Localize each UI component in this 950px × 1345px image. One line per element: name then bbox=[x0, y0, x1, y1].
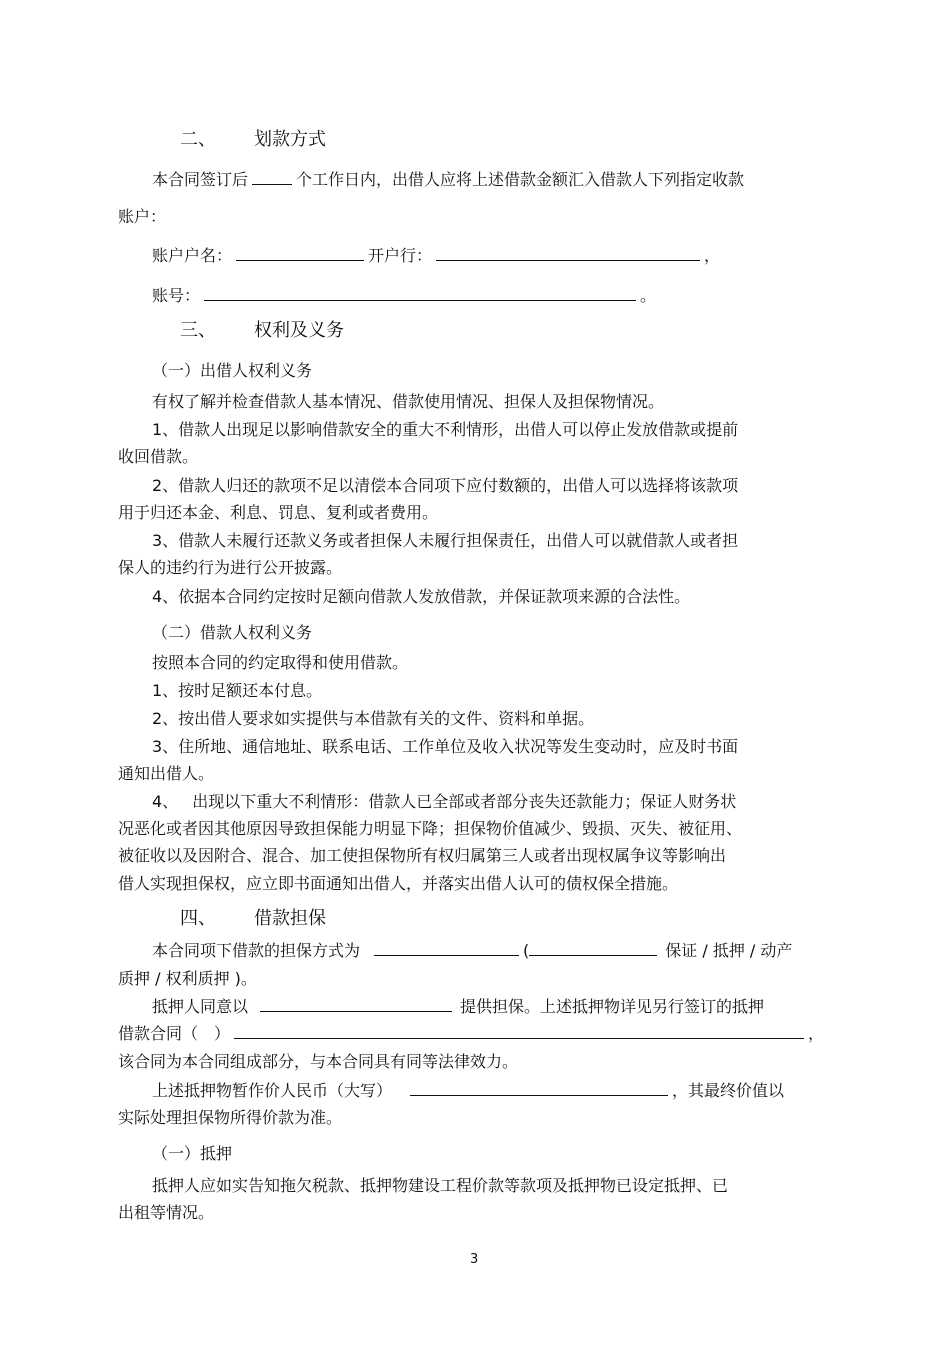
paragraph-line: 有权了解并检查借款人基本情况、借款使用情况、担保人及担保物情况。 bbox=[152, 392, 665, 411]
paragraph-line bbox=[118, 1023, 824, 1045]
text: 借款合同（ ） bbox=[118, 1024, 231, 1043]
text: 提供担保。上述抵押物详见另行签订的抵押 bbox=[460, 997, 765, 1016]
subsection-title: （一）抵押 bbox=[152, 1144, 233, 1163]
account-number-line bbox=[152, 285, 656, 307]
section-2-heading bbox=[180, 128, 326, 152]
paragraph-line: 该合同为本合同组成部分，与本合同具有同等法律效力。 bbox=[118, 1052, 519, 1071]
paragraph-line: 按照本合同的约定取得和使用借款。 bbox=[152, 653, 409, 672]
paragraph-line: 2、按出借人要求如实提供与本借款有关的文件、资料和单据。 bbox=[152, 709, 595, 728]
section-title: 划款方式 bbox=[254, 129, 326, 150]
subsection-title: （二）借款人权利义务 bbox=[152, 623, 313, 642]
text: ， bbox=[704, 246, 721, 265]
paragraph-line: 质押 / 权利质押 )。 bbox=[118, 969, 257, 988]
paragraph-line: 1、借款人出现足以影响借款安全的重大不利情形，出借人可以停止发放借款或提前 bbox=[152, 420, 739, 439]
page-number: 3 bbox=[470, 1252, 479, 1267]
subsection-title: （一）出借人权利义务 bbox=[152, 361, 313, 380]
blank-mortgage-item bbox=[260, 996, 452, 1012]
section-number: 四、 bbox=[180, 908, 216, 929]
paragraph-line bbox=[152, 791, 736, 813]
text: 账户： bbox=[118, 207, 167, 226]
paragraph-line bbox=[152, 996, 764, 1018]
blank-account-name bbox=[236, 245, 364, 261]
text: 上述抵押物暂作价人民币（大写） bbox=[152, 1081, 393, 1100]
paragraph-line: 3、住所地、通信地址、联系电话、工作单位及收入状况等发生变动时，应及时书面 bbox=[152, 737, 739, 756]
paragraph-line: 2、借款人归还的款项不足以清偿本合同项下应付数额的，出借人可以选择将该款项 bbox=[152, 476, 739, 495]
blank-guarantee-type bbox=[374, 940, 519, 956]
paragraph-line: 实际处理担保物所得价款为准。 bbox=[118, 1108, 343, 1127]
text: 本合同签订后 bbox=[152, 170, 249, 189]
text: 。 bbox=[640, 286, 657, 305]
text: 本合同项下借款的担保方式为 bbox=[152, 941, 361, 960]
text: ， bbox=[808, 1024, 825, 1043]
account-number-label: 账号： bbox=[152, 286, 201, 305]
text: 个工作日内，出借人应将上述借款金额汇入借款人下列指定收款 bbox=[296, 170, 745, 189]
paragraph-line bbox=[152, 169, 744, 191]
text: 出现以下重大不利情形：借款人已全部或者部分丧失还款能力；保证人财务状 bbox=[192, 792, 737, 811]
blank-account-number bbox=[204, 285, 636, 301]
paragraph-line: 借人实现担保权，应立即书面通知出借人，并落实出借人认可的债权保全措施。 bbox=[118, 874, 679, 893]
blank-workdays bbox=[252, 169, 292, 185]
blank-valuation bbox=[410, 1080, 668, 1096]
paragraph-line: 收回借款。 bbox=[118, 447, 199, 466]
section-number: 三、 bbox=[180, 320, 216, 341]
section-title: 权利及义务 bbox=[254, 320, 344, 341]
paragraph-line: 抵押人应如实告知拖欠税款、抵押物建设工程价款等款项及抵押物已设定抵押、已 bbox=[152, 1176, 729, 1195]
bank-label: 开户行： bbox=[368, 246, 433, 265]
paragraph-line: 通知出借人。 bbox=[118, 764, 215, 783]
paragraph-line bbox=[152, 940, 792, 962]
paragraph-line: 4、依据本合同约定按时足额向借款人发放借款，并保证款项来源的合法性。 bbox=[152, 587, 691, 606]
paragraph-line: 况恶化或者因其他原因导致担保能力明显下降；担保物价值减少、毁损、灭失、被征用、 bbox=[118, 819, 743, 838]
blank-bank bbox=[436, 245, 700, 261]
item-number: 4、 bbox=[152, 792, 179, 811]
paragraph-line: 被征收以及因附合、混合、加工使担保物所有权归属第三人或者出现权属争议等影响出 bbox=[118, 846, 727, 865]
blank-guarantee-choice bbox=[529, 940, 657, 956]
text: ( bbox=[523, 941, 530, 960]
text: 保证 / 抵押 / 动产 bbox=[665, 941, 793, 960]
paragraph-line: 保人的违约行为进行公开披露。 bbox=[118, 558, 343, 577]
blank-contract-number bbox=[234, 1023, 804, 1039]
paragraph-line: 3、借款人未履行还款义务或者担保人未履行担保责任，出借人可以就借款人或者担 bbox=[152, 531, 739, 550]
text: 抵押人同意以 bbox=[152, 997, 249, 1016]
paragraph-line: 用于归还本金、利息、罚息、复利或者费用。 bbox=[118, 503, 439, 522]
section-number: 二、 bbox=[180, 129, 216, 150]
section-4-heading bbox=[180, 907, 326, 931]
paragraph-line bbox=[152, 1080, 784, 1102]
section-3-heading bbox=[180, 319, 344, 343]
paragraph-line: 1、按时足额还本付息。 bbox=[152, 681, 323, 700]
account-line bbox=[152, 245, 720, 267]
section-title: 借款担保 bbox=[254, 908, 326, 929]
text: ，其最终价值以 bbox=[672, 1081, 785, 1100]
paragraph-line bbox=[118, 206, 166, 228]
account-name-label: 账户户名： bbox=[152, 246, 233, 265]
paragraph-line: 出租等情况。 bbox=[118, 1203, 215, 1222]
